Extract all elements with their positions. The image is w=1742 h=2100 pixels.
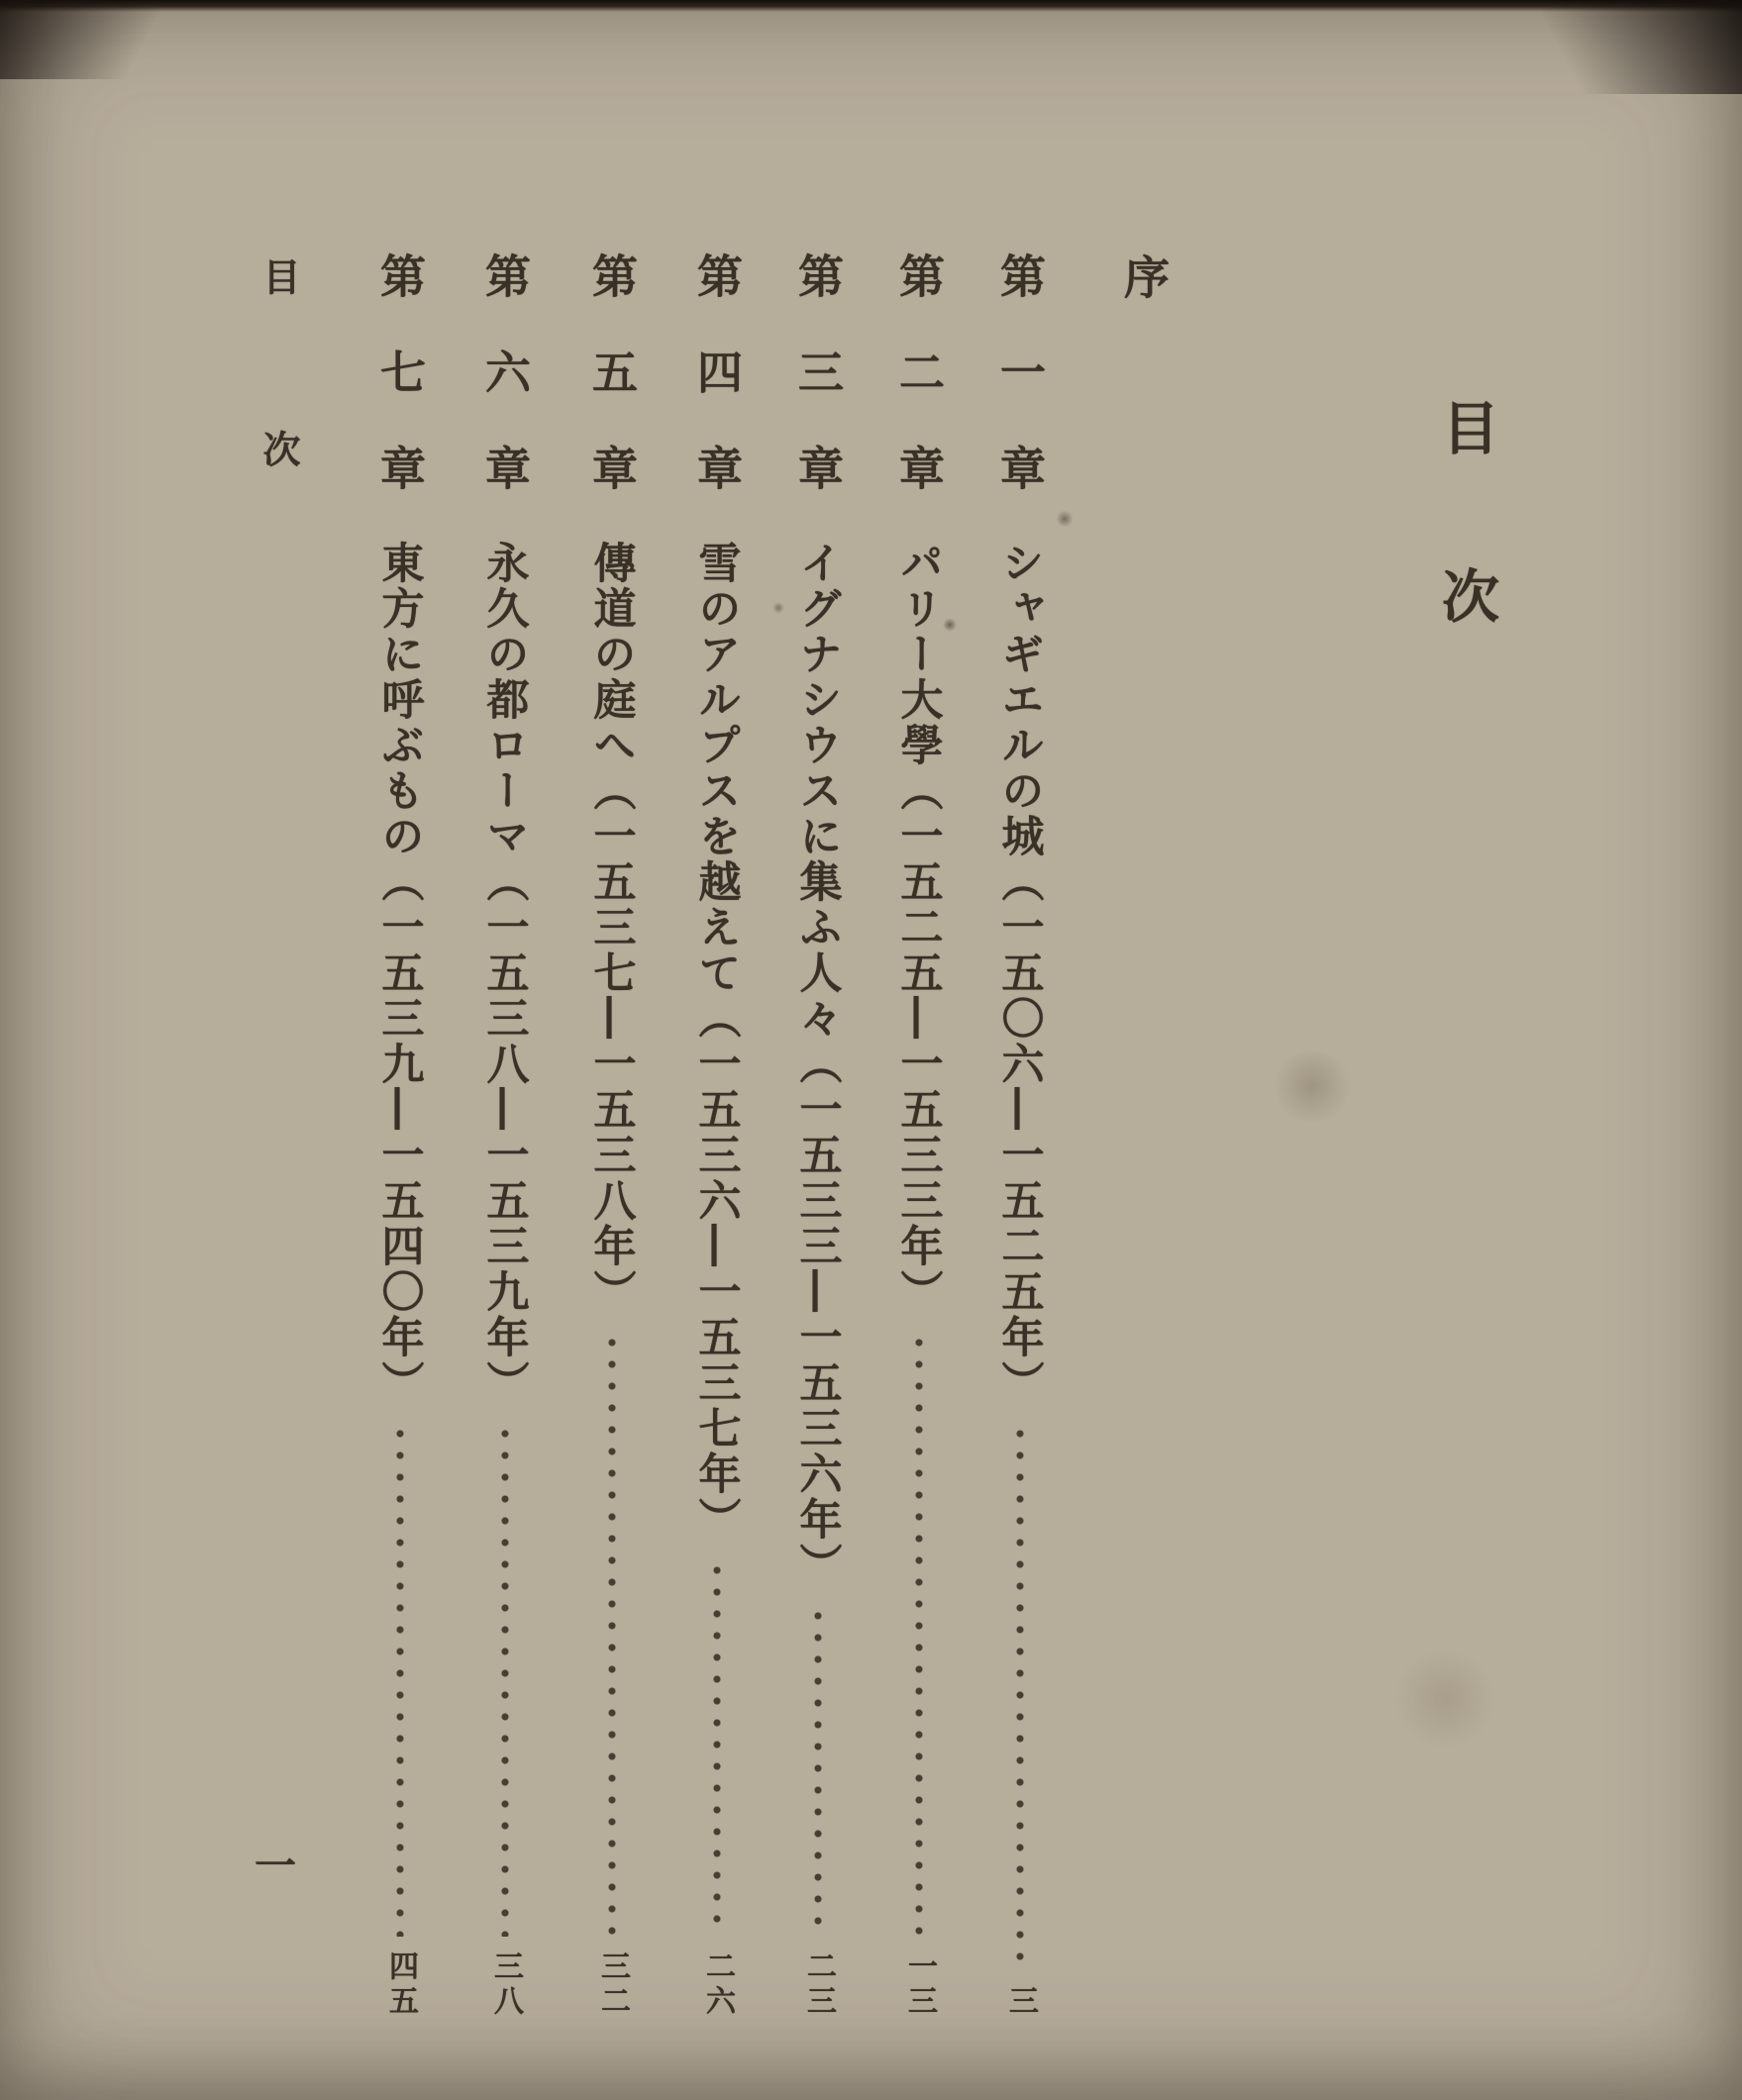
chapter-title-text: 雪のアルプスを越えて	[691, 541, 742, 996]
toc-entry	[374, 252, 426, 2020]
page-ref: 二六	[700, 1950, 735, 2020]
chapter-years: （一五三九―一五四〇年）	[374, 859, 425, 1406]
paper-stain	[772, 602, 784, 614]
chapter-years: （一五二五―一五三三年）	[893, 768, 944, 1315]
folio-page-number: 一	[254, 1842, 296, 1890]
chapter-title-text: 傳道の庭へ	[586, 541, 637, 768]
chapter-title	[475, 541, 536, 1406]
chapter-title-text: パリー大學	[893, 541, 944, 768]
toc-entry	[792, 252, 844, 2020]
chapter-years: （一五三三―一五三六年）	[792, 1042, 843, 1588]
dot-leader	[608, 1333, 616, 1937]
toc-entry	[586, 252, 638, 2020]
chapter-title	[582, 541, 643, 1315]
running-header: 目次	[256, 257, 301, 602]
chapter-title-text: イグナシウスに集ふ人々	[792, 541, 843, 1042]
paper-stain	[1390, 1651, 1499, 1747]
chapter-number: 第六章	[478, 252, 532, 541]
chapter-number: 第三章	[791, 252, 845, 541]
chapter-title	[370, 541, 431, 1406]
preface-label: 序	[1117, 253, 1171, 299]
chapter-title-text: 永久の都ローマ	[479, 541, 530, 859]
photo-corner-shadow-left	[0, 0, 228, 79]
toc-entry	[691, 252, 743, 2020]
page-ref: 三	[1003, 1985, 1038, 2020]
page-ref: 四五	[383, 1950, 418, 2020]
page-ref: 三八	[488, 1950, 523, 2020]
chapter-number: 第七章	[373, 252, 427, 541]
chapter-years: （一五〇六―一五二五年）	[994, 859, 1045, 1406]
dot-leader	[814, 1606, 822, 1937]
page-ref: 一三	[902, 1950, 937, 2020]
chapter-number: 第二章	[892, 252, 946, 541]
dot-leader	[396, 1424, 404, 1937]
toc-entry	[479, 252, 531, 2020]
toc-entry	[994, 252, 1046, 2020]
chapter-years: （一五三八―一五三九年）	[479, 859, 530, 1406]
chapter-title	[687, 541, 748, 1543]
paper-stain	[1270, 1051, 1355, 1121]
chapter-title	[889, 541, 950, 1315]
chapter-title-text: 東方に呼ぶもの	[374, 541, 425, 859]
dot-leader	[713, 1560, 721, 1937]
toc-entry	[893, 252, 945, 2020]
chapter-title-text: シャギエルの城	[994, 541, 1045, 859]
page-title: 目次	[1432, 398, 1499, 735]
chapter-title	[990, 541, 1051, 1406]
dot-leader	[1016, 1424, 1024, 1971]
page-ref: 二三	[801, 1950, 836, 2020]
chapter-years: （一五三七―一五三八年）	[586, 768, 637, 1315]
chapter-years: （一五三六―一五三七年）	[691, 996, 742, 1543]
dot-leader	[915, 1333, 923, 1937]
page-ref: 三二	[595, 1950, 630, 2020]
chapter-number: 第一章	[993, 252, 1047, 541]
photo-corner-shadow-right	[1465, 0, 1742, 94]
chapter-title	[788, 541, 849, 1588]
paper-stain	[1056, 511, 1074, 527]
chapter-number: 第五章	[585, 252, 639, 541]
chapter-number: 第四章	[690, 252, 744, 541]
dot-leader	[501, 1424, 509, 1937]
